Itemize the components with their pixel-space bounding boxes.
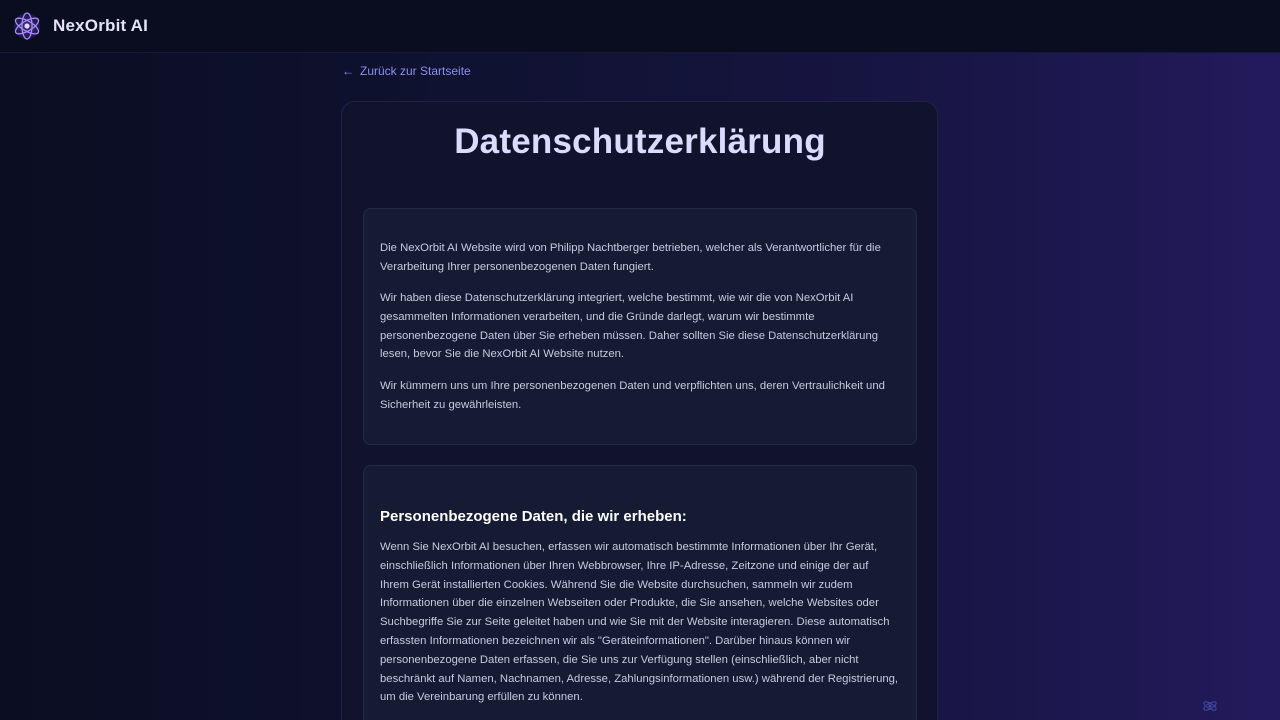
back-to-home-link[interactable]: [342, 64, 471, 78]
page-title: Datenschutzerklärung: [454, 122, 826, 161]
intro-paragraph-1: Die NexOrbit AI Website wird von Philipp Nachtberger betrieben, welcher als Verantwortlicher für die Verarbeitung Ihrer personenbezogenen Daten fungiert.: [380, 242, 881, 273]
personal-data-paragraph: Wenn Sie NexOrbit AI besuchen, erfassen wir automatisch bestimmte Informationen über Ihr Gerät, einschließlich Informationen über Ihren Webbrowser, Ihre IP-Adresse, Zeitzone und einige der auf Ihrem Gerät installierten Cookies. Während Sie die Website durchsuchen, sammeln wir zudem Informationen über die einzelnen Webseiten oder Produkte, die Sie ansehen, welche Websites oder Suchbegriffe Sie zur Seite geleitet haben und wie Sie mit der Website interagieren. Diese automatisch erfassten Informationen bezeichnen wir als "Geräteinformationen". Darüber hinaus können wir personenbezogene Daten erfassen, die Sie uns zur Verfügung stellen (einschließlich, aber nicht beschränkt auf Namen, Nachnamen, Adresse, Zahlungsinformationen usw.) während der Registrierung, um die Vereinbarung erfüllen zu können.: [380, 541, 899, 704]
personal-data-heading: Personenbezogene Daten, die wir erheben:: [380, 508, 687, 525]
intro-paragraph-3: Wir kümmern uns um Ihre personenbezogenen Daten und verpflichten uns, deren Vertraulichkeit und Sicherheit zu gewährleisten.: [380, 380, 885, 411]
atom-orbit-icon[interactable]: [12, 11, 42, 41]
atom-orbit-icon: [1202, 698, 1218, 714]
intro-paragraph-2: Wir haben diese Datenschutzerklärung integriert, welche bestimmt, wie wir die von NexOrbit AI gesammelten Informationen verarbeiten, und die Gründe darlegt, warum wir bestimmte personenbezogene Daten über Sie erheben müssen. Daher sollten Sie diese Datenschutzerklärung lesen, bevor Sie die NexOrbit AI Website nutzen.: [380, 292, 879, 361]
brand-name[interactable]: NexOrbit AI: [53, 16, 149, 35]
back-link-label: Zurück zur Startseite: [360, 64, 471, 78]
top-bar: [0, 0, 1280, 53]
arrow-left-icon: ←: [342, 64, 354, 78]
